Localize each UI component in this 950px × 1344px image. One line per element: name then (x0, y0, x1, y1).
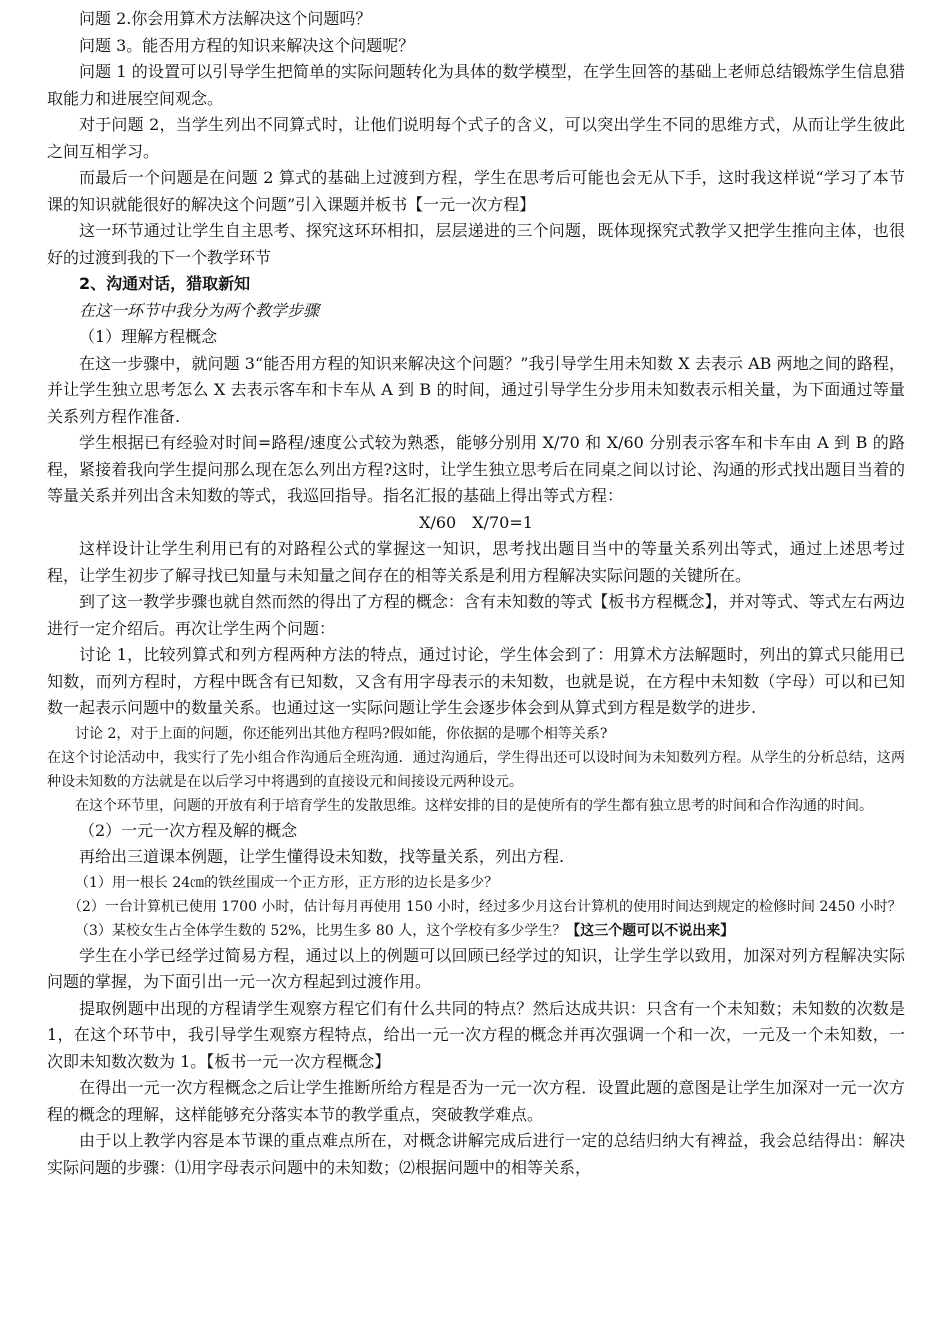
paragraph-discussion-2: 讨论 2，对于上面的问题，你还能列出其他方程吗?假如能，你依据的是哪个相等关系? (75, 725, 608, 742)
example-3-text: （3）某校女生占全体学生数的 52%，比男生多 80 人，这个学校有多少学生？ (75, 922, 567, 939)
example-3 (47, 919, 905, 943)
document-page (47, 6, 905, 1181)
paragraph-question-2-purpose: 对于问题 2，当学生列出不同算式时，让他们说明每个式子的含义，可以突出学生不同的思维方式，从而让学生彼此之间互相学习。 (47, 115, 905, 161)
section-heading: 2、沟通对话，猎取新知 (79, 274, 251, 293)
example-2: （2）一台计算机已使用 1700 小时，估计每月再使用 150 小时，经过多少月这台计算机的使用时间达到规定的检修时间 2450 小时？ (68, 898, 902, 915)
paragraph-time-formula: 学生根据已有经验对时间=路程/速度公式较为熟悉，能够分别用 X/70 和 X/60 分别表示客车和卡车由 A 到 B 的路程，紧接着我向学生提问那么现在怎么列出方程?这时，让学生独立思考后在同桌之间以讨论、沟通的形式找出题目当着的等量关系并列出含未知数的等式，我巡回指导。指名汇报的基础上得出等式方程： (47, 433, 905, 505)
paragraph-section-summary: 这一环节通过让学生自主思考、探究这环环相扣，层层递进的三个问题，既体现探究式教学又把学生推向主体，也很好的过渡到我的下一个教学环节 (47, 221, 905, 267)
paragraph-question-2: 问题 2.你会用算术方法解决这个问题吗？ (79, 9, 372, 28)
paragraph-discussion-1: 讨论 1，比较列算式和列方程两种方法的特点，通过讨论，学生体会到了：用算术方法解题时，列出的算式只能用已知数，而列方程时，方程中既含有已知数，又含有用字母表示的未知数，也就是说，在方程中未知数（字母）可以和已知数一起表示问题中的数量关系。也通过这一实际问题让学生会逐步体会到从算式到方程是数学的进步. (47, 645, 905, 717)
example-1: （1）用一根长 24㎝的铁丝围成一个正方形，正方形的边长是多少？ (75, 874, 499, 891)
section-intro: 在这一环节中我分为两个教学步骤 (79, 300, 320, 320)
paragraph-question-1-purpose: 问题 1 的设置可以引导学生把简单的实际问题转化为具体的数学模型，在学生回答的基础上老师总结锻炼学生信息猎取能力和进展空间观念。 (47, 62, 905, 108)
paragraph-design-reasoning: 这样设计让学生利用已有的对路程公式的掌握这一知识，思考找出题目当中的等量关系列出等式，通过上述思考过程，让学生初步了解寻找已知量与未知量之间存在的相等关系是利用方程解决实际问题的关键所在。 (47, 539, 905, 585)
paragraph-review: 学生在小学已经学过简易方程，通过以上的例题可以回顾已经学过的知识，让学生学以致用，加深对列方程解决实际问题的掌握，为下面引出一元一次方程起到过渡作用。 (47, 945, 905, 991)
paragraph-question-3: 问题 3。能否用方程的知识来解决这个问题呢？ (79, 35, 415, 55)
example-3-note: 【这三个题可以不说出来】 (566, 922, 735, 939)
paragraph-equation-concept: 到了这一教学步骤也就自然而然的得出了方程的概念：含有未知数的等式【板书方程概念】，并对等式、等式左右两边进行一定介绍后。再次让学生两个问题： (47, 592, 905, 638)
paragraph-judge-equations: 在得出一元一次方程概念之后让学生推断所给方程是否为一元一次方程．设置此题的意图是让学生加深对一元一次方程的概念的理解，这样能够充分落实本节的教学重点，突破教学难点。 (47, 1078, 905, 1124)
paragraph-summary-steps: 由于以上教学内容是本节课的重点难点所在，对概念讲解完成后进行一定的总结归纳大有裨益，我会总结得出：解决实际问题的步骤：⑴用字母表示问题中的未知数；⑵根据问题中的相等关系， (47, 1131, 905, 1177)
paragraph-discussion-activity: 在这个讨论活动中，我实行了先小组合作沟通后全班沟通．通过沟通后，学生得出还可以设时间为未知数列方程。从学生的分析总结，这两种设未知数的方法就是在以后学习中将遇到的直接设元和间接设元两种设元。 (47, 749, 905, 790)
paragraph-observe-equations: 提取例题中出现的方程请学生观察方程它们有什么共同的特点？然后达成共识：只含有一个未知数；未知数的次数是 1，在这个环节中，我引导学生观察方程特点，给出一元一次方程的概念并再次强调一个和一次，一元及一个未知数，一次即未知数次数为 1。【板书一元一次方程概念】 (47, 998, 905, 1071)
paragraph-examples-intro: 再给出三道课本例题，让学生懂得设未知数，找等量关系，列出方程. (79, 847, 565, 866)
paragraph-open-question: 在这个环节里，问题的开放有利于培育学生的发散思维。这样安排的目的是使所有的学生都有独立思考的时间和合作沟通的时间。 (75, 797, 873, 814)
paragraph-transition-to-equation: 而最后一个问题是在问题 2 算式的基础上过渡到方程，学生在思考后可能也会无从下手，这时我这样说“学习了本节课的知识就能很好的解决这个问题”引入课题并板书【一元一次方程】 (47, 168, 905, 214)
equation: X/60 X/70=1 (419, 512, 533, 532)
subsection-heading-2: （2）一元一次方程及解的概念 (79, 820, 298, 840)
subsection-heading-1: （1）理解方程概念 (79, 327, 218, 346)
paragraph-step-1: 在这一步骤中，就问题 3“能否用方程的知识来解决这个问题？”我引导学生用未知数 X 去表示 AB 两地之间的路程，并让学生独立思考怎么 X 去表示客车和卡车从 A 到 B 的时间，通过引导学生分步用未知数表示相关量，为下面通过等量关系列方程作准备. (47, 353, 905, 426)
